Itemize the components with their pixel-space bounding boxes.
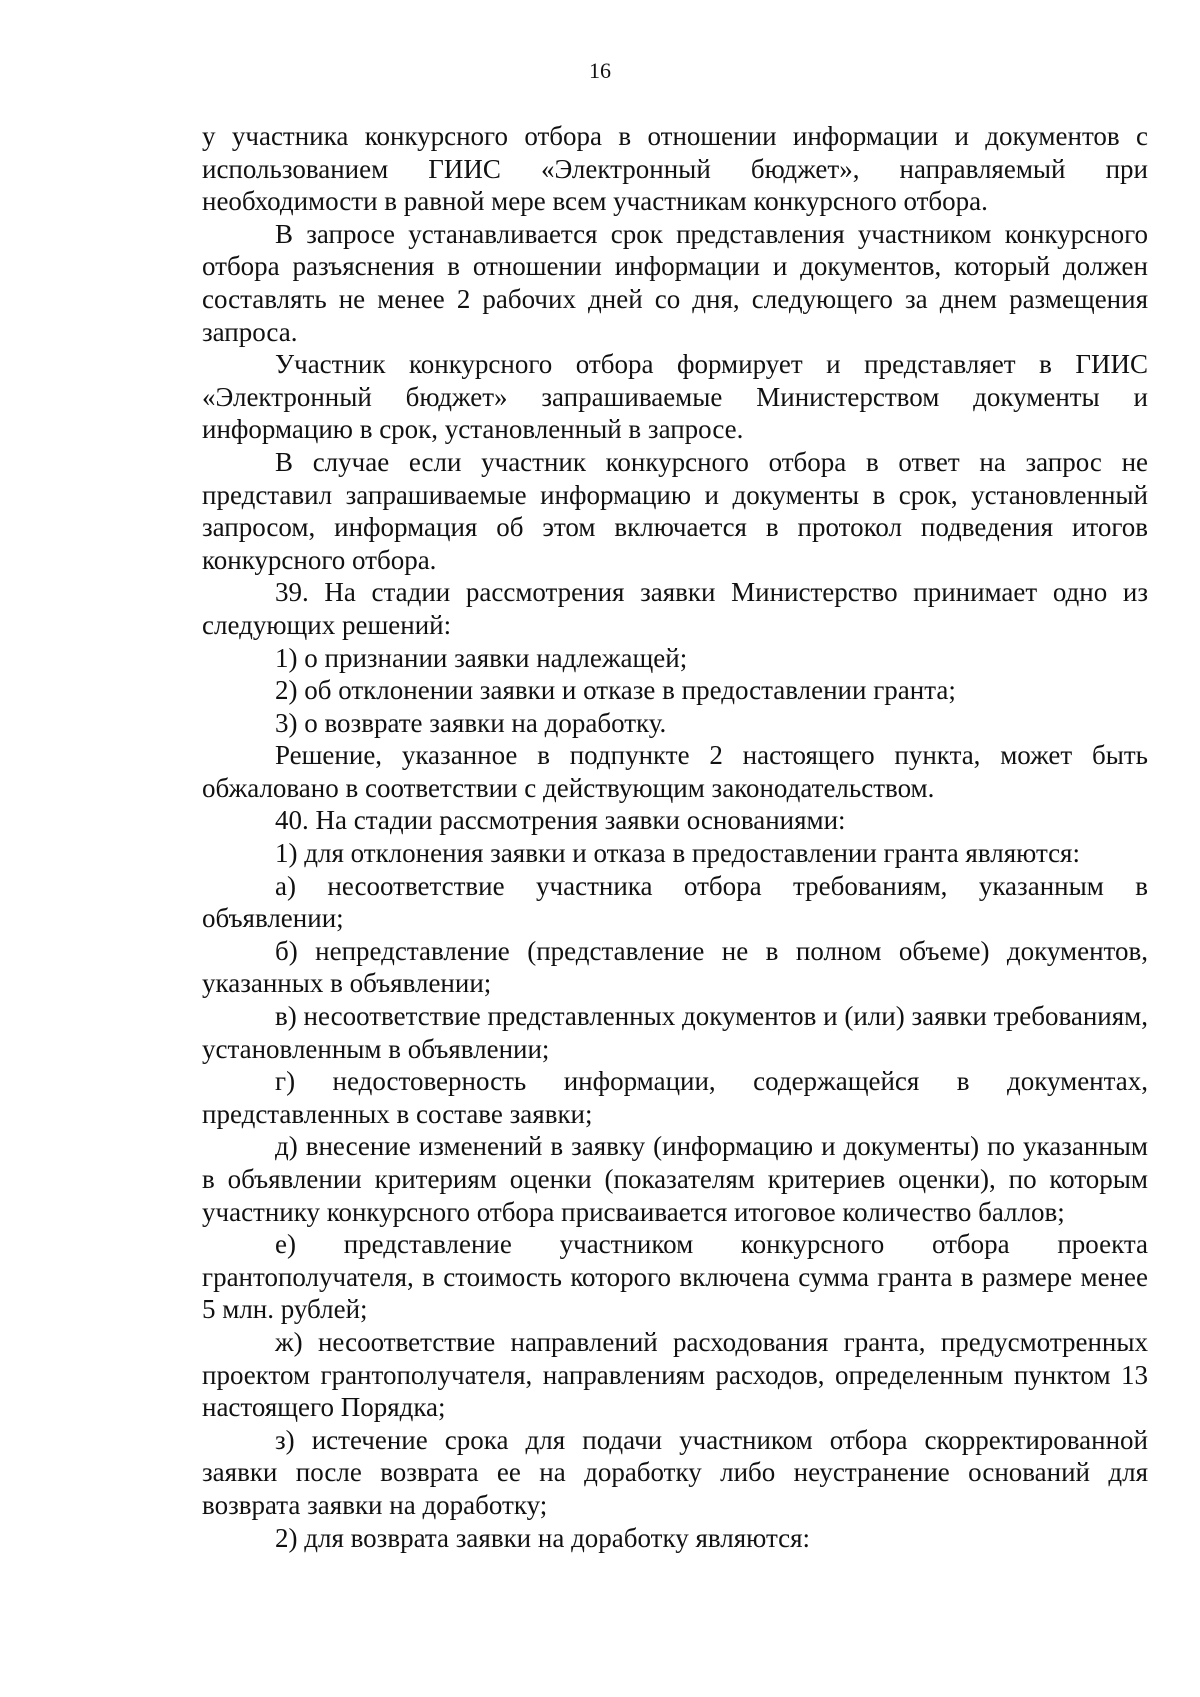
- clause-40-1-letter-b: б) непредставление (представление не в полном объеме) документов, указанных в объявлении;: [202, 935, 1148, 999]
- clause-40-subitem-2: 2) для возврата заявки на доработку являются:: [275, 1522, 811, 1553]
- clause-39-subitem-1: 1) о признании заявки надлежащей;: [275, 642, 688, 673]
- clause-39-subitem-3: 3) о возврате заявки на доработку.: [275, 707, 667, 738]
- page-number: 16: [589, 58, 611, 83]
- paragraph-failure-to-submit: В случае если участник конкурсного отбора в ответ на запрос не представил запрашиваемые информацию и документы в срок, установленный запросом, информация об этом включается в протокол подведения итогов конкурсного отбора.: [202, 446, 1148, 575]
- clause-40-1-letter-d: д) внесение изменений в заявку (информацию и документы) по указанным в объявлении критериям оценки (показателям критериев оценки), по которым участнику конкурсного отбора присваивается итоговое количество баллов;: [202, 1131, 1148, 1227]
- clause-40-1-letter-e: е) представление участником конкурсного отбора проекта грантополучателя, в стоимость которого включена сумма гранта в размере менее 5 млн. рублей;: [202, 1229, 1148, 1325]
- clause-40-1-letter-a: а) несоответствие участника отбора требованиям, указанным в объявлении;: [202, 870, 1148, 934]
- paragraph-appeal-note: Решение, указанное в подпункте 2 настоящего пункта, может быть обжаловано в соответствии с действующим законодательством.: [202, 740, 1148, 803]
- clause-40-1-letter-zh: ж) несоответствие направлений расходования гранта, предусмотренных проектом грантополучателя, направлениям расходов, определенным пунктом 13 настоящего Порядка;: [202, 1326, 1148, 1423]
- clause-39: 39. На стадии рассмотрения заявки Министерство принимает одно из следующих решений:: [202, 577, 1148, 640]
- paragraph-participant-submits: Участник конкурсного отбора формирует и представляет в ГИИС «Электронный бюджет» запрашиваемые Министерством документы и информацию в срок, установленный в запросе.: [202, 349, 1148, 445]
- document-body: [202, 120, 1148, 1554]
- clause-40-1-letter-v: в) несоответствие представленных документов и (или) заявки требованиям, установленным в объявлении;: [202, 1001, 1148, 1064]
- clause-39-subitem-2: 2) об отклонении заявки и отказе в предоставлении гранта;: [275, 675, 956, 706]
- clause-40-1-letter-z: з) истечение срока для подачи участником отбора скорректированной заявки после возврата ее на доработку либо неустранение оснований для возврата заявки на доработку;: [202, 1424, 1148, 1520]
- paragraph-continuation: у участника конкурсного отбора в отношении информации и документов с использованием ГИИС «Электронный бюджет», направляемый при необходимости в равной мере всем участникам конкурсного отбора.: [202, 121, 1148, 217]
- clause-40: 40. На стадии рассмотрения заявки основаниями:: [275, 805, 846, 836]
- paragraph-request-deadline: В запросе устанавливается срок представления участником конкурсного отбора разъяснения в отношении информации и документов, который должен составлять не менее 2 рабочих дней со дня, следующего за днем размещения запроса.: [202, 218, 1148, 347]
- clause-40-subitem-1: 1) для отклонения заявки и отказа в предоставлении гранта являются:: [275, 838, 1080, 869]
- clause-40-1-letter-g: г) недостоверность информации, содержащейся в документах, представленных в составе заявки;: [202, 1066, 1148, 1129]
